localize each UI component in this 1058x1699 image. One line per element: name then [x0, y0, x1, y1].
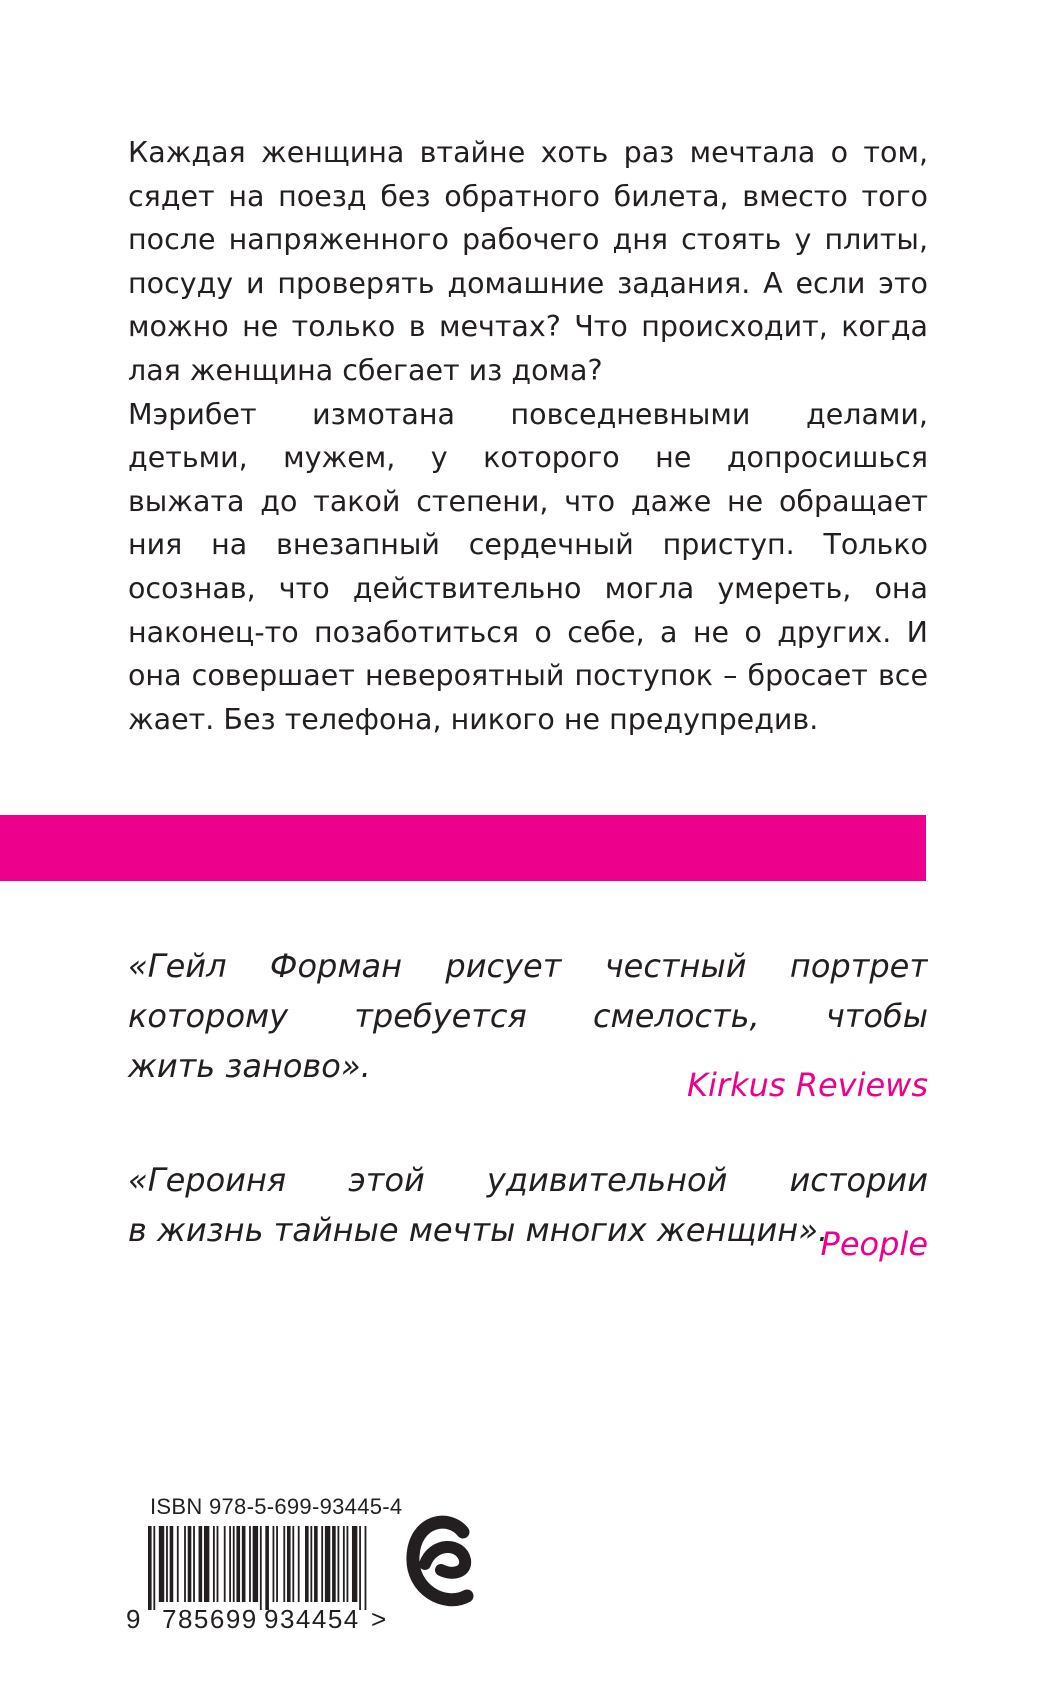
barcode-bar [253, 1526, 258, 1602]
barcode-bar [249, 1526, 251, 1602]
blurb-line: она совершает невероятный поступок – бросает все [128, 659, 928, 693]
barcode-bar [310, 1526, 312, 1602]
blurb-line: жает. Без телефона, никого не предупредив. [128, 702, 819, 736]
barcode-bar [217, 1526, 219, 1602]
review-line: жить заново». [128, 1047, 371, 1085]
barcode-bar [298, 1526, 300, 1602]
blurb-text [128, 131, 928, 741]
blurb-line: посуду и проверять домашние задания. А если это [128, 266, 928, 300]
barcode-bar [287, 1526, 291, 1602]
barcode-bar [365, 1526, 367, 1610]
blurb-line: осознав, что действительно могла умереть, она [128, 571, 928, 605]
barcode-bar [199, 1526, 203, 1602]
barcode-bar [347, 1526, 349, 1602]
barcode-digit-group: 785699 [162, 1604, 258, 1634]
blurb-line: после напряженного рабочего дня стоять у плиты, [128, 223, 928, 257]
blurb-paragraph-2 [128, 393, 928, 742]
barcode-bar [265, 1526, 269, 1610]
barcode-bar [213, 1526, 215, 1602]
barcode-bar [359, 1526, 361, 1610]
blurb-line: наконец-то позаботиться о себе, а не о других. И [128, 615, 928, 649]
barcode-digits [126, 1604, 396, 1634]
review-line: которому требуется смелость, чтобы [128, 997, 928, 1035]
barcode-bar [332, 1526, 336, 1602]
barcode-bar [184, 1526, 186, 1602]
barcode-bar [153, 1526, 155, 1610]
blurb-line: лая женщина сбегает из дома? [128, 353, 603, 387]
barcode-bar [338, 1526, 340, 1602]
blurb-line: Каждая женщина втайне хоть раз мечтала о том, [128, 136, 928, 169]
barcode-bar [283, 1526, 285, 1602]
barcode-bar [242, 1526, 246, 1602]
isbn-label: ISBN 978-5-699-93445-4 [150, 1494, 403, 1519]
review-line: «Гейл Форман рисует честный портрет [128, 947, 928, 985]
barcode-digit-group: > [371, 1604, 387, 1634]
barcode-bar [325, 1526, 330, 1602]
barcode-bar [224, 1526, 226, 1602]
barcode-bar [233, 1526, 235, 1602]
barcode-bar [177, 1526, 179, 1602]
barcode-digit-group: 9 [126, 1604, 141, 1634]
barcode-bar [204, 1526, 209, 1602]
blurb-line: Мэрибет измотана повседневными делами, [128, 397, 928, 431]
barcode-bar [314, 1526, 318, 1602]
review-source-1: Kirkus Reviews [687, 1066, 928, 1104]
barcode-bar [148, 1526, 152, 1610]
barcode-bar [305, 1526, 309, 1602]
barcode-bar [321, 1526, 323, 1602]
review-quote-2 [128, 1155, 928, 1255]
barcode-bar [166, 1526, 168, 1602]
barcode [148, 1526, 370, 1610]
blurb-line: можно не только в мечтах? Что происходит, когда [128, 310, 928, 344]
review-line: «Героиня этой удивительной истории [128, 1161, 928, 1199]
barcode-bar [236, 1526, 240, 1602]
blurb-paragraph-1 [128, 131, 928, 393]
review-line: в жизнь тайные мечты многих женщин». [128, 1211, 829, 1249]
barcode-bar [188, 1526, 192, 1602]
barcode-bar [343, 1526, 345, 1602]
eksmo-logo-icon [405, 1512, 477, 1612]
barcode-bar [292, 1526, 294, 1602]
blurb-line: детьми, мужем, у которого не допросишься [128, 441, 928, 475]
review-source-2: People [820, 1225, 928, 1263]
barcode-bar [260, 1526, 262, 1610]
blurb-line: выжата до такой степени, что даже не обращает [128, 484, 928, 518]
barcode-bar [276, 1526, 278, 1602]
barcode-bar [170, 1526, 174, 1602]
barcode-bar [159, 1526, 164, 1602]
blurb-line: сядет на поезд без обратного билета, вместо того [128, 179, 928, 213]
accent-band [0, 815, 926, 881]
barcode-bar [193, 1526, 195, 1602]
barcode-bar [273, 1526, 275, 1602]
blurb-line: ния на внезапный сердечный приступ. Только [128, 528, 928, 562]
barcode-digit-group: 934454 [264, 1604, 360, 1634]
barcode-bar [229, 1526, 231, 1602]
barcode-bar [352, 1526, 357, 1602]
